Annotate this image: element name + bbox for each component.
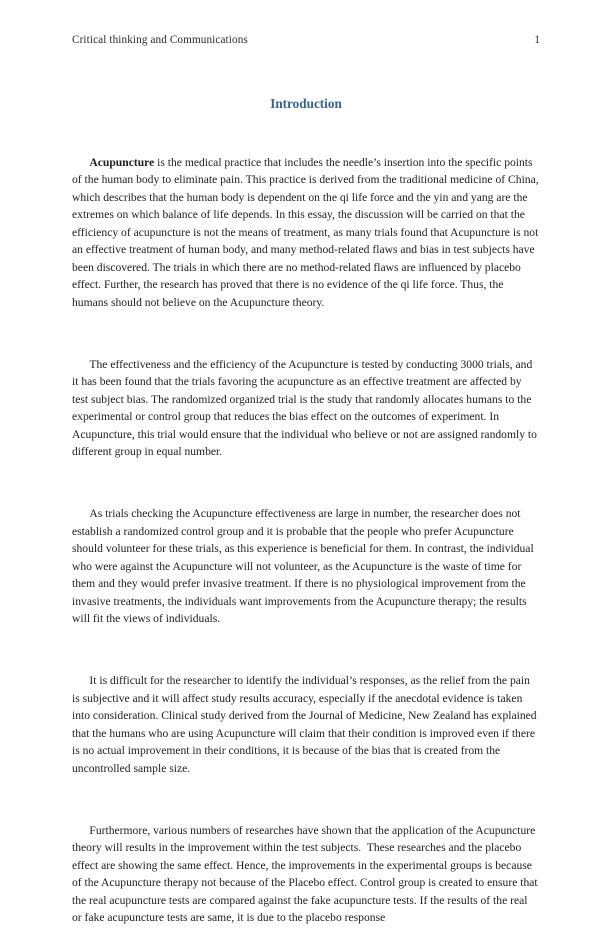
paragraph <box>72 804 540 944</box>
document-body <box>72 136 540 944</box>
paragraph-text: It is difficult for the researcher to identify the individual’s responses, as the relief from the pain is subjective and it will affect study results accuracy, especially if the anecdotal evidence is taken into consideration. Clinical study derived from the Journal of Medicine, New Zealand has explained that the humans who are using Acupuncture will claim that their condition is improved even if there is no actual improvement in their conditions, it is because of the bias that is created from the uncontrolled sample size. <box>72 674 540 775</box>
page-number: 1 <box>534 34 540 46</box>
paragraph-text: As trials checking the Acupuncture effectiveness are large in number, the researcher does not establish a randomized control group and it is probable that the people who prefer Acupuncture should volunteer for these trials, as this experience is beneficial for them. In contrast, the individual who were against the Acupuncture will not volunteer, as the Acupuncture is the waste of time for them and they would prefer invasive treatment. If there is no physiological improvement from the invasive treatments, the individuals want improvements from the Acupuncture therapy; the results will fit the views of individuals. <box>72 507 537 625</box>
paragraph-text: Furthermore, various numbers of researches have shown that the application of the Acupuncture theory will results in the improvement within the test subjects. These researches and the placebo effect are showing the same effect. Hence, the improvements in the experimental groups is because of the Acupuncture therapy not because of the Placebo effect. Control group is created to ensure that the real acupuncture tests are compared against the fake acupuncture tests. If the results of the real or fake acupuncture tests are same, it is due to the placebo response <box>72 823 541 924</box>
paragraph <box>72 136 540 329</box>
paragraph-lead-term: Acupuncture <box>89 155 155 169</box>
paragraph <box>72 655 540 795</box>
paragraph-text: The effectiveness and the efficiency of the Acupuncture is tested by conducting 3000 trials, and it has been found that the trials favoring the acupuncture as an effective treatment are affected by test subject bias. The randomized organized trial is the study that randomly allocates humans to the experimental or control group that reduces the bias effect on the outcomes of experiment. In Acupuncture, this trial would ensure that the individual who believe or not are assigned randomly to different group in equal number. <box>72 357 540 458</box>
header-title: Critical thinking and Communications <box>72 34 248 46</box>
paragraph <box>72 488 540 646</box>
running-header <box>72 33 540 47</box>
paragraph <box>72 338 540 478</box>
paragraph-text: is the medical practice that includes the needle’s insertion into the specific points of the human body to eliminate pain. This practice is derived from the traditional medicine of China, which describes that the human body is dependent on the qi life force and the yin and yang are the extremes on which balance of life depends. In this essay, the discussion will be carried on that the efficiency of acupuncture is not the means of treatment, as many trials found that Acupuncture is not an effective treatment of human body, and many method-related flaws and bias in test subjects have been discovered. The trials in which there are no method-related flaws are influenced by placebo effect. Further, the research has proved that there is no evidence of the qi life force. Thus, the humans should not believe on the Acupuncture theory. <box>72 155 542 309</box>
section-heading-introduction: Introduction <box>270 96 342 111</box>
